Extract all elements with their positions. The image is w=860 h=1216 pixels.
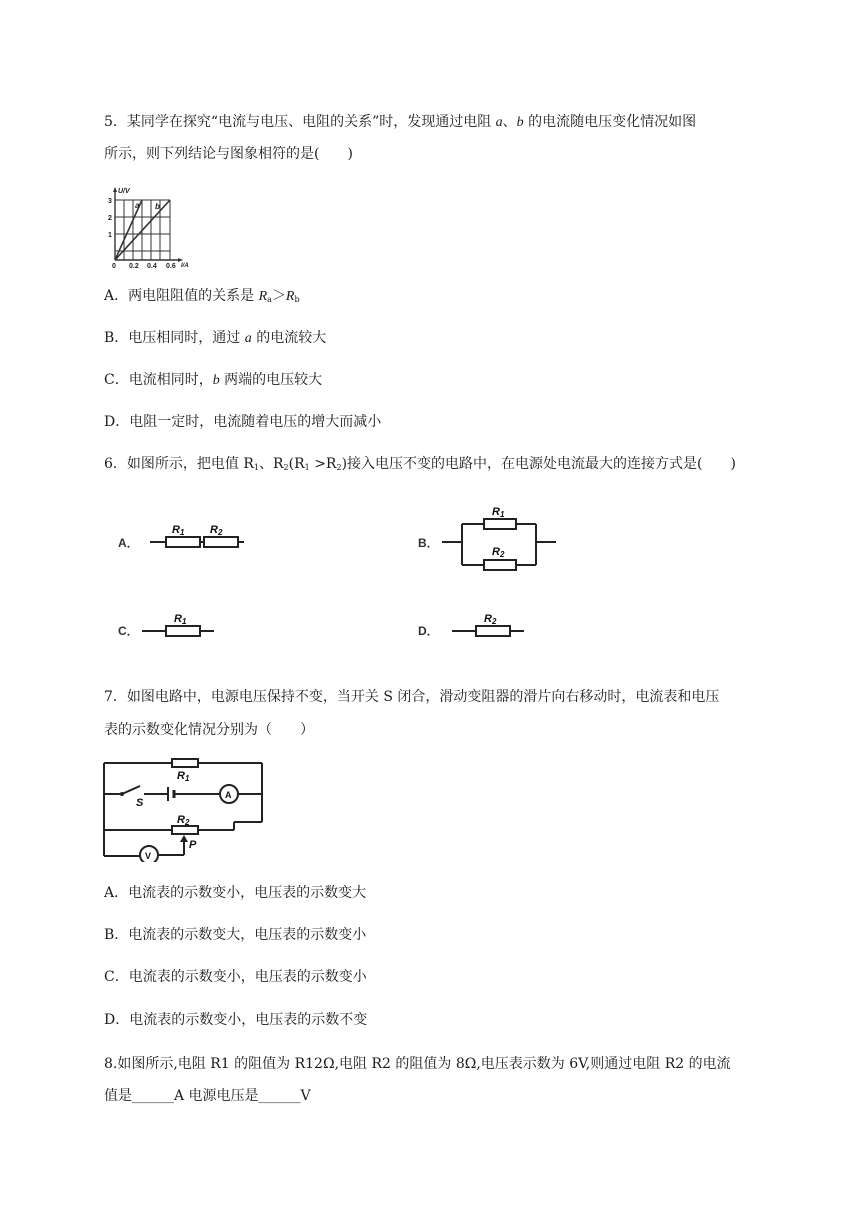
q7-voltmeter-label: V	[145, 851, 152, 861]
q8-stem-line1: 8.如图所示,电阻 R1 的阻值为 R12Ω,电阻 R2 的阻值为 8Ω,电压表示数为 6V,则通过电阻 R2 的电流	[104, 1056, 731, 1072]
q6-b-r2-label: R2	[492, 546, 505, 559]
graph-y-tick: 3	[108, 198, 112, 205]
q7-option-a: A．电流表的示数变小，电压表的示数变大	[104, 885, 367, 901]
q7-option-b: B．电流表的示数变大，电压表的示数变小	[104, 927, 367, 943]
graph-x-tick: 0.2	[129, 263, 139, 268]
q5-option-d: D．电阻一定时，电流随着电压的增大而减小	[104, 414, 382, 430]
q6-option-a-label: A．	[118, 536, 139, 550]
q7-stem-line1: 7．如图电路中，电源电压保持不变，当开关 S 闭合，滑动变阻器的滑片向右移动时，电流表和电压	[104, 689, 720, 705]
q6-a-r2-label: R2	[210, 524, 223, 537]
graph-line-a-label: a	[135, 201, 140, 210]
q6-option-b-circuit	[442, 519, 556, 570]
q6-a-r1-label: R1	[172, 524, 185, 537]
graph-x-tick: 0.6	[166, 263, 176, 268]
q6-option-b-label: B．	[418, 536, 439, 550]
graph-x-tick: 0	[112, 263, 116, 268]
graph-x-axis-label: I/A	[181, 263, 189, 268]
q5-ui-graph	[100, 186, 196, 268]
q6-option-d-label: D．	[418, 624, 439, 638]
q5-option-b: B．电压相同时，通过 a 的电流较大	[104, 330, 327, 346]
graph-y-tick: 1	[108, 232, 112, 239]
graph-x-tick: 0.4	[147, 263, 157, 268]
q7-circuit-diagram	[100, 758, 266, 862]
graph-line-b-label: b	[155, 202, 160, 211]
q6-option-d-circuit	[452, 626, 524, 636]
q5-stem-line1: 5．某同学在探究“电流与电压、电阻的关系”时，发现通过电阻 a、b 的电流随电压变化情况如图	[104, 114, 697, 130]
q7-option-c: C．电流表的示数变小，电压表的示数变小	[104, 969, 367, 985]
q5-option-c: C．电流相同时，b 两端的电压较大	[104, 372, 323, 388]
q7-r2-label: R2	[177, 814, 190, 827]
q7-switch-label: S	[136, 797, 144, 809]
q7-slider-label: P	[189, 839, 197, 851]
q5-option-a: A．两电阻阻值的关系是 $R_a>R_b$	[104, 288, 300, 304]
q7-r1-label: R1	[177, 770, 190, 783]
q6-options-figure	[100, 496, 570, 646]
q7-option-d: D．电流表的示数变小，电压表的示数不变	[104, 1012, 368, 1028]
q6-c-r1-label: R1	[174, 613, 187, 626]
q5-stem-line2: 所示，则下列结论与图象相符的是( )	[104, 146, 353, 162]
q6-d-r2-label: R2	[484, 613, 497, 626]
graph-y-tick: 2	[108, 215, 112, 222]
q6-b-r1-label: R1	[492, 506, 505, 519]
q6-option-c-circuit	[142, 626, 214, 636]
q7-ammeter-label: A	[225, 790, 232, 800]
q6-stem: 6．如图所示，把电值 $R_1$、$R_2(R_1 >R_2)$接入电压不变的电路中，在电源处电流最大的连接方式是( )	[104, 456, 736, 472]
q7-stem-line2: 表的示数变化情况分别为（ ）	[104, 722, 314, 738]
q6-option-a-circuit	[150, 537, 244, 547]
q6-option-c-label: C．	[118, 624, 139, 638]
graph-y-axis-label: U/V	[118, 188, 130, 195]
q8-stem-line2: 值是______A 电源电压是______V	[104, 1088, 311, 1104]
